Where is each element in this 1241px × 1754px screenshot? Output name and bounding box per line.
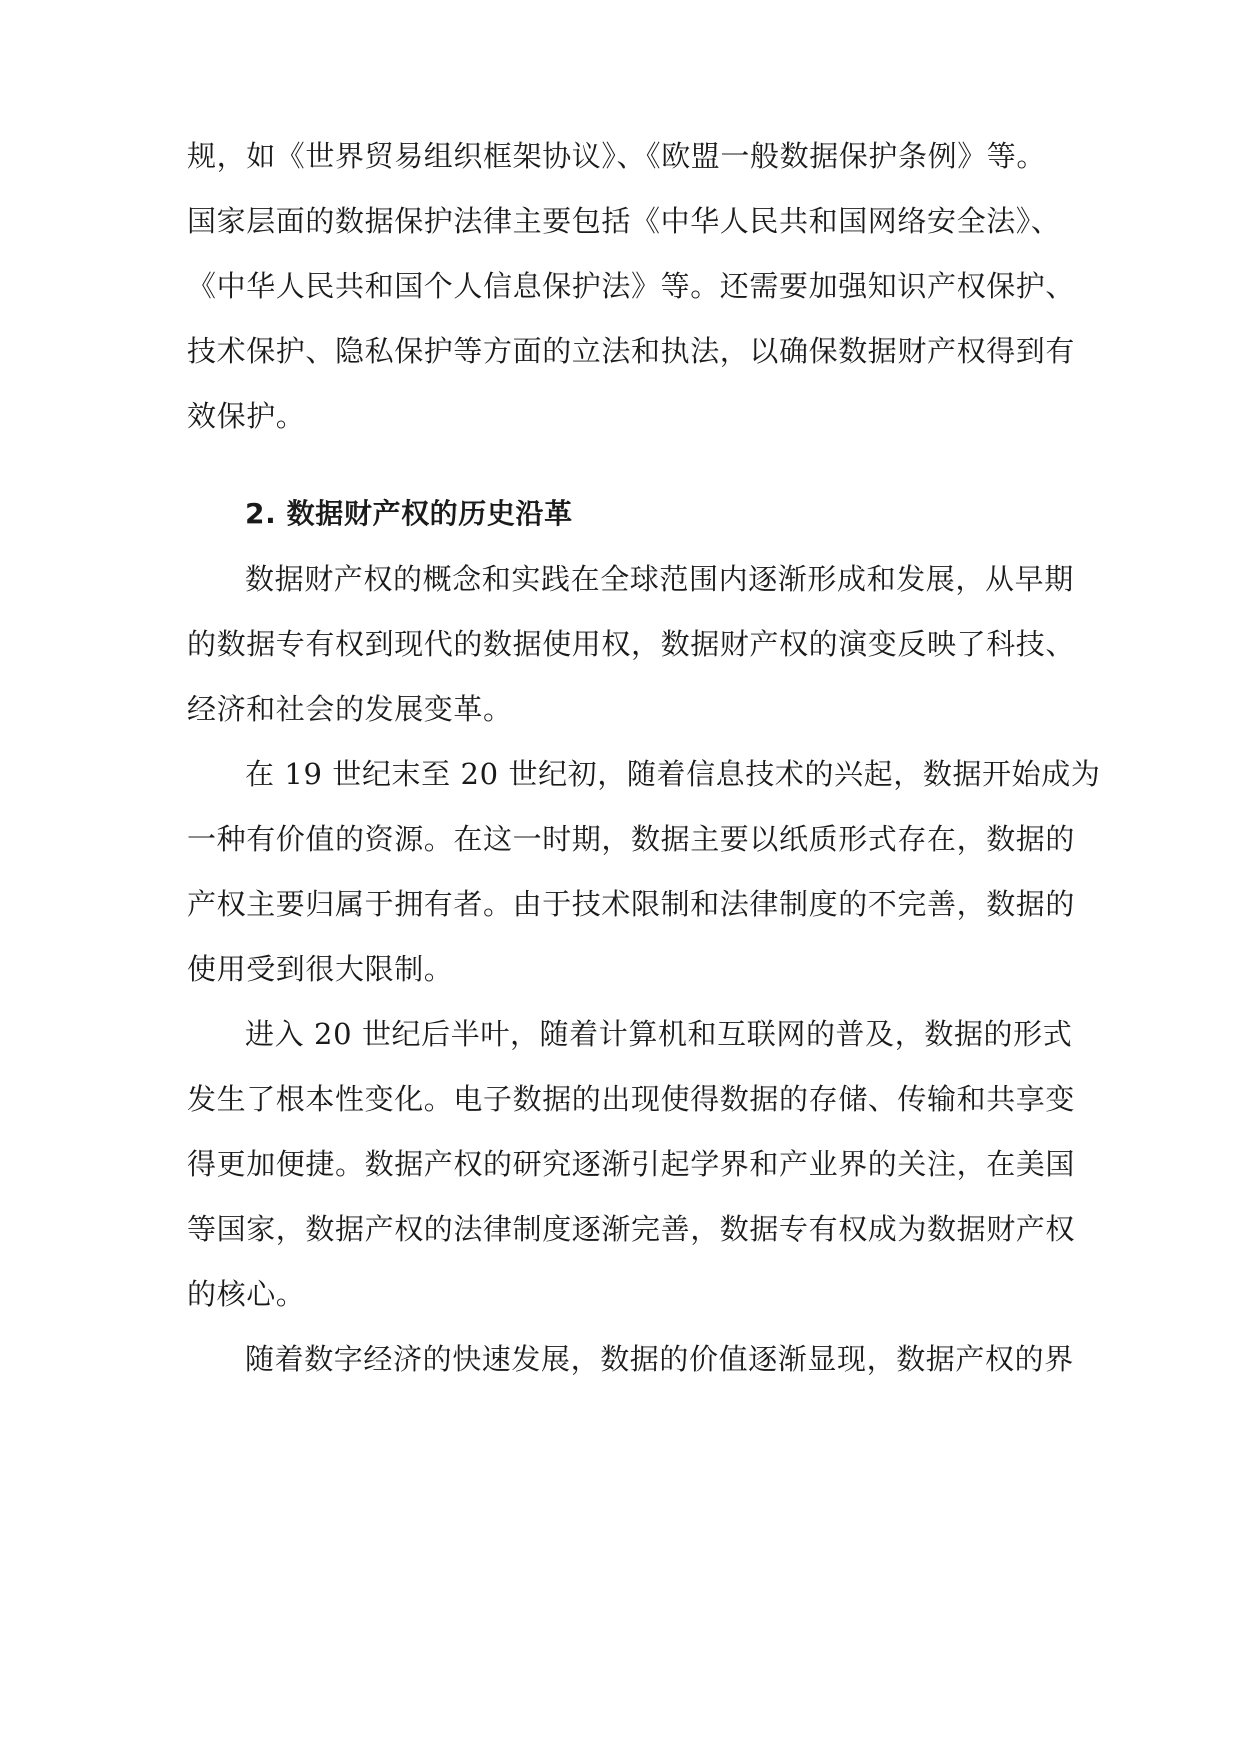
paragraph-line: 规，如《世界贸易组织框架协议》、《欧盟一般数据保护条例》等。 [187, 139, 1047, 173]
paragraph-line: 使用受到很大限制。 [187, 952, 454, 986]
paragraph-line: 的核心。 [187, 1277, 306, 1311]
paragraph-line: 得更加便捷。数据产权的研究逐渐引起学界和产业界的关注，在美国 [187, 1147, 1076, 1181]
section-heading: 2. 数据财产权的历史沿革 [245, 497, 573, 530]
paragraph-line: 的数据专有权到现代的数据使用权，数据财产权的演变反映了科技、 [187, 627, 1076, 661]
paragraph-line: 技术保护、隐私保护等方面的立法和执法，以确保数据财产权得到有 [187, 334, 1076, 368]
paragraph-line: 随着数字经济的快速发展，数据的价值逐渐显现，数据产权的界 [245, 1342, 1074, 1376]
paragraph-line: 经济和社会的发展变革。 [187, 692, 513, 726]
paragraph-line: 数据财产权的概念和实践在全球范围内逐渐形成和发展，从早期 [245, 562, 1074, 596]
paragraph-line: 等国家，数据产权的法律制度逐渐完善，数据专有权成为数据财产权 [187, 1212, 1076, 1246]
paragraph-line: 国家层面的数据保护法律主要包括《中华人民共和国网络安全法》、 [187, 204, 1061, 238]
paragraph-line: 进入 20 世纪后半叶，随着计算机和互联网的普及，数据的形式 [245, 1017, 1073, 1051]
paragraph-line: 《中华人民共和国个人信息保护法》等。还需要加强知识产权保护、 [187, 269, 1076, 303]
paragraph-line: 产权主要归属于拥有者。由于技术限制和法律制度的不完善，数据的 [187, 887, 1076, 921]
paragraph-line: 效保护。 [187, 399, 306, 433]
paragraph-line: 一种有价值的资源。在这一时期，数据主要以纸质形式存在，数据的 [187, 822, 1076, 856]
paragraph-line: 在 19 世纪末至 20 世纪初，随着信息技术的兴起，数据开始成为 [245, 757, 1101, 791]
paragraph-line: 发生了根本性变化。电子数据的出现使得数据的存储、传输和共享变 [187, 1082, 1076, 1116]
